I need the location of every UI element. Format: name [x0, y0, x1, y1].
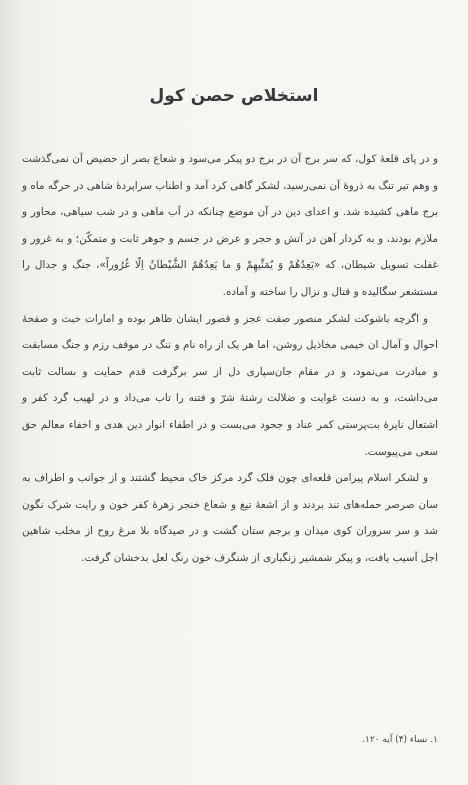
paragraph-2: و اگرچه باشوکت لشکر منصور صفت عجز و قصور ایشان ظاهر بوده و امارات خبث و صفحهٔ احوال و آمال ان خیمی مخاذیل روشن، اما هر یک از راه نام و ننگ در موقف رزم و جنگ مسابقت و مبادرت می‌نمود، و در مقام جان‌سپاری دل از سر برگرفت قدم حمایت و بسالت ثابت می‌داشت، و به دست غوایت و ضلالت رشتهٔ شرّ و فتنه را تاب می‌داد و در لهیب گرد کفر و اشتعال نایرهٔ بت‌پرستی کمر عناد و جحود می‌بست و در اطفاء انوار دین هدی و اخفاء معالم حق سعی می‌پیوست. — [22, 312, 438, 458]
body-text — [22, 146, 438, 572]
paragraph-3: و لشکر اسلام پیرامن قلعه‌ای چون فلک گرد مرکز خاک محیط گشتند و از جوانب و اطراف به سان صرصر حمله‌های تند بردند و از اشعهٔ تیغ و شعاع خنجر زهرهٔ کفر خون و رایت شرک نگون شد و سر سروران کوی میدان و برجم ستان گشت و در صیدگاه بلا مرغ روح از مخلب شاهین اجل آسیب یافت، و پیکر شمشیر زنگباری از شنگرف خون رنگ لعل بدخشان گرفت. — [22, 472, 438, 564]
paragraph-1: و در پای قلعهٔ کول، که سر برج آن در برج دو پیکر می‌سود و شعاع بصر از حضیض آن نمی‌گذشت و وهم تیر تنگ به ذروهٔ آن نمی‌رسید، لشکر گاهی کرد آمد و اطناب سراپردهٔ شاهی در حرگه ماه و برج ماهی کشیده شد. و اعدای دین در آن موضع چنانکه در آب ماهی و در شب سیاهی، محاور و ملازم بودند، و به کردار آهن در آتش و حجر و عرض در جسم و جوهر ثابت و متمکّن؛ و به غرور و غفلت تسویل شیطان، که «یَعِدُهُمْ وَ یُمَنِّیهِمْ وَ ما یَعِدُهُمُ الشَّیْطانُ اِلّا غُرُوراً»، جنگ و جدال را مستشعر سگالیده و قتال و نزال را ساخته و آماده. — [22, 153, 438, 298]
footnote: ۱. نساء (۴) آیه ۱۲۰. — [362, 735, 438, 745]
page-title: استخلاص حصن کول — [149, 86, 319, 106]
